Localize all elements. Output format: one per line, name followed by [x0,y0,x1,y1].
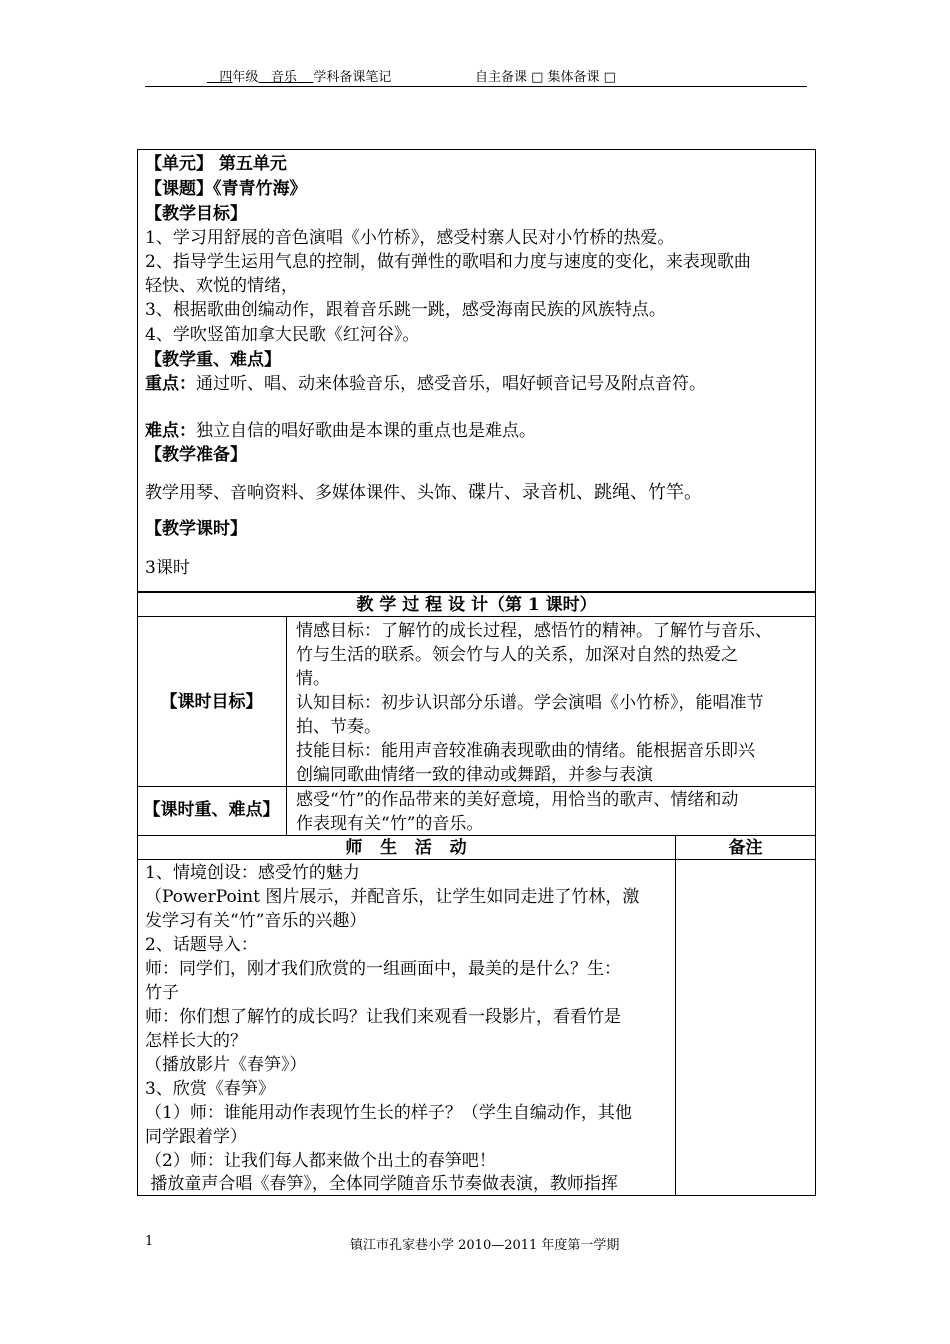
hours-heading: 【教学课时】 [145,519,247,539]
objective-line: 技能目标：能用声音较准确表现歌曲的情绪。能根据音乐即兴 [296,741,755,761]
activity-line: 发学习有关“竹”音乐的兴趣） [145,911,367,931]
objective-line: 创编同歌曲情绪一致的律动或舞蹈，并参与表演 [296,765,653,785]
prep-line: 教学用琴、音响资料、多媒体课件、头饰、碟片、录音机、跳绳、竹竿。 [145,482,702,503]
keypoint-line: 感受“竹”的作品带来的美好意境，用恰当的歌声、情绪和动 [296,790,739,810]
objective-line: 情。 [296,669,330,689]
goal-line: 1、学习用舒展的音色演唱《小竹桥》，感受村寨人民对小竹桥的热爱。 [145,228,675,248]
activity-line: 怎样长大的？ [145,1031,247,1051]
activity-line: （1）师：谁能用动作表现竹生长的样子？（学生自编动作，其他 [145,1103,632,1123]
grade-suffix: 年级 [232,70,259,85]
activity-line: 2、话题导入： [145,935,258,955]
goal-line: 3、根据歌曲创编动作，跟着音乐跳一跳，感受海南民族的风族特点。 [145,300,666,320]
page-number: 1 [145,1234,154,1249]
topic-line: 【课题】《青青竹海》 [145,179,307,199]
objective-line: 情感目标：了解竹的成长过程，感悟竹的精神。了解竹与音乐、 [296,621,772,641]
subject-value: 音乐 [270,70,297,85]
activity-line: 1、情境创设：感受竹的魅力 [145,863,360,883]
divider [675,835,676,1196]
goal-line: 2、指导学生运用气息的控制，做有弹性的歌唱和力度与速度的变化，来表现歌曲 [145,252,751,272]
key-heading: 【教学重、难点】 [145,350,281,370]
objective-line: 认知目标：初步认识部分乐谱。学会演唱《小竹桥》，能唱准节 [296,693,764,713]
activity-line: （2）师：让我们每人都来做个出土的春笋吧！ [145,1151,496,1171]
footer-school: 镇江市孔家巷小学 2010—2011 年度第一学期 [350,1238,620,1253]
activity-header: 师 生 活 动 [345,838,467,858]
difficulty-line: 难点：独立自信的唱好歌曲是本课的重点也是难点。 [145,421,536,441]
activity-line: 播放童声合唱《春笋》，全体同学随音乐节奏做表演，教师指挥 [145,1174,618,1194]
header-title [207,66,391,85]
goal-line: 轻快、欢悦的情绪， [145,276,298,296]
objective-line: 竹与生活的联系。领会竹与人的关系，加深对自然的热爱之 [296,645,738,665]
grade-value: 四 [219,70,233,85]
activity-line: 师：同学们，刚才我们欣赏的一组画面中，最美的是什么？生： [145,959,621,979]
activity-line: （播放影片《春笋》） [145,1055,307,1075]
keypoints-label: 【课时重、难点】 [143,800,280,820]
notes-header: 备注 [728,838,763,858]
prep-heading: 【教学准备】 [145,445,247,465]
design-title: 教 学 过 程 设 计（第 1 课时） [356,595,597,615]
page-header [145,64,807,87]
goals-heading: 【教学目标】 [145,204,247,224]
activity-line: 同学跟着学） [145,1127,247,1147]
keypoint-line: 作表现有关“竹”的音乐。 [296,814,484,834]
activity-line: 竹子 [145,983,179,1003]
activity-line: 师：你们想了解竹的成长吗？让我们来观看一段影片，看看竹是 [145,1007,621,1027]
objectives-label: 【课时目标】 [160,692,263,712]
divider [286,616,287,835]
prep-type-checkboxes: 自主备课 □ 集体备课 □ [475,70,616,85]
subject-suffix: 学科备课笔记 [313,70,392,85]
objective-line: 拍、节奏。 [296,717,381,737]
unit-line: 【单元】 第五单元 [145,154,287,174]
activity-line: （PowerPoint 图片展示，并配音乐，让学生如同走进了竹林，激 [145,887,640,907]
key-point-line: 重点：通过听、唱、动来体验音乐，感受音乐，唱好顿音记号及附点音符。 [145,374,706,394]
hours-line: 3课时 [145,558,190,578]
goal-line: 4、学吹竖笛加拿大民歌《红河谷》。 [145,325,420,345]
activity-line: 3、欣赏《春笋》 [145,1079,275,1099]
